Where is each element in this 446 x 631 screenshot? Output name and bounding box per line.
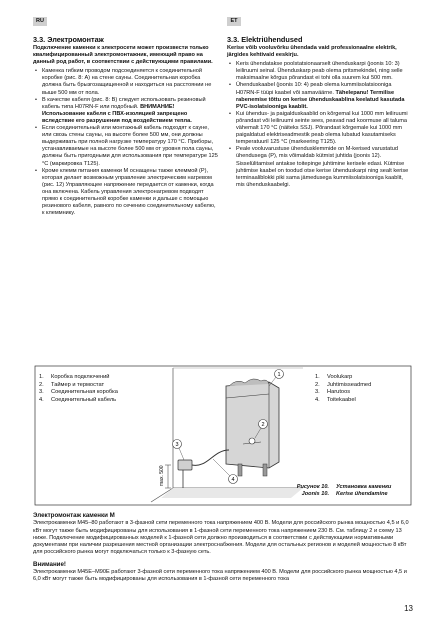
ru-list [33,68,219,217]
bottom-paragraph-1: Электрокаменки M45–80 работают в 3-фазной сети переменного тока напряжением 400 В. Модели для российского рынка мощностью 4,5 и 6,0 кВт могут также быть модифицированы для использования в 1-фазной сети переменного тока напряжением 230 В. См. таблицу 2 и схему 13 ниже. Подключение модифицированных моделей к 1-фазной сети должно производиться в соответствии с действующими нормативными документами при наличии разрешения местной организации электроснабжения. Модели для остальных регионов и моделей мощностью 8 кВт для российского рынка могут подключаться только к 3-фазную сеть. [33,520,409,556]
et-item-4 [236,146,413,189]
caption-et-label: Joonis 10. [301,490,329,497]
caption-ru-text: Установка каменки [336,484,392,490]
legend-et [315,374,371,404]
ru-item-1-text: Каменка гибким проводом подсоединяется к соединительной коробке (рис. 8: A) на стене сауны. Соединительная коробка должна быть брызгозащищенной и находиться на расстоянии не выше 500 мм от пола. [42,68,212,96]
legend-ru-text-1: Коробка подключений [51,374,110,380]
caption-ru-label: Рисунок 10. [296,484,329,490]
et-item-1-text: Keris ühendatakse poolstatsionaarselt ühenduskarpi (joonis 10: 3) leiliruumi seinal. Ühenduskarp peab olema pritsmekindel, ning selle maksimaalne kõrgus põrandast ei tohi olla suurem kui 500 mm. [236,61,403,82]
legend-ru-item-2: 2. Таймер и термостат [39,381,105,388]
bottom-warning-heading: Внимание! [33,560,66,568]
ru-item-3-text: Если соединительный или монтажный кабель подходят к сауне, или свозь стены сауны, на высоте более 500 мм, они должны выдерживать при полной нагрузке температуру 170 °С. Приборы, устанавливаемые на высоте более 500 мм от уровня пола сауны, должны быть пригодными для использования при температуре 125 °С (маркировка T125). [42,125,218,167]
ru-item-2-text: В качестве кабеля (рис. 8: B) следует использовать резиновый кабель типа H07RN-F или подобный. [42,96,206,110]
heater-body [226,382,279,468]
caption-et-text: Kerise ühendamine [336,490,388,497]
et-item-3 [236,111,413,146]
callout-3: 3 [175,442,179,448]
heater-leg-left [238,464,242,476]
legend-et-text-4: Toitekaabel [327,396,356,403]
et-item-2-text: Ühenduskaabel (joonis 10: 4) peab olema kummiisolatsiooniga H07RN-F tüüpi kaabel või samaväärne. [236,82,392,96]
callout-2: 2 [261,422,265,428]
dimension-label: max. 500 [159,465,165,486]
legend-ru-item-4: 4. Соединительный кабель [39,396,117,403]
ru-item-1 [42,68,219,96]
et-item-1 [236,61,413,82]
legend-et-text-1: Voolukarp [327,374,353,380]
legend-ru-text-2: Таймер и термостат [51,381,105,388]
legend-et-item-1: 1. Voolukarp [315,374,353,380]
connection-cable [192,450,229,465]
page-number: 13 [404,604,413,613]
legend-ru [39,374,118,404]
et-item-2 [236,82,413,110]
junction-box [178,460,192,470]
bottom-paragraph-2: Электрокаменки M45E–M90E работают 3-фазной сети переменного тока напряжением 400 В. Модели для российского рынка мощностью 4,5 и 6,0 кВт могут также быть модифицированы для использования в 1-фазной сети переменного тока [33,569,407,583]
legend-ru-item-3: 3. Соединительная коробка [39,389,118,396]
figure-labels [289,484,329,498]
legend-et-item-2: 2. Juhtimisseadmed [315,381,372,388]
ru-item-4 [42,168,219,218]
legend-ru-item-1: 1. Коробка подключений [39,374,110,380]
et-item-4-text: Peale vooluvarustuse ühendusklemmide on M-kerised varustatud ühendusega (P), mis võimaldab kütmist juhtida (joonis 12). Sisselülitamisel antakse toitepinge juhtimine kerisele edasi. Kütmise juhtimise kaabel on toodud otse kerise ühenduskarpi ning sealt kerise terminaaliblokki piki sama jämedusega kummiisolatsiooniga kaablit, mis ühenduskaabelgi. [236,146,409,188]
et-list [227,61,413,189]
legend-et-item-3: 3. Harutoos [315,389,351,396]
control-knob [249,438,255,444]
legend-et-text-2: Juhtimisseadmed [327,381,372,388]
ru-item-4-text: Кроме клемм питания каменки M оснащены также клеммой (P), которая делает возможным управление электрическим нагревом (рис. 12) Управляющее напряжение передается от каменки, когда она включена. Кабель управления электронагревом подводят прямо к соединительной коробке каменки и дальше с помощью резинового кабеля, равного по сечению соединительному кабелю, к клеммнику. [42,167,216,217]
et-item-3-text: Kui ühendus- ja paigalduskaablid on kõrgemal kui 1000 mm leiliruumi põrandast või leiliruumi seinte sees, peavad nad koormuse all taluma vähemalt 170 °C (näiteks SSJ). Põrandast kõrgemale kui 1000 mm paigaldatud elektriseadmestik peab olema lubatud kasutamiseks temperatuuril 125 °C (markeering T125). [236,110,408,146]
language-tag-ru: RU [33,17,47,26]
et-section-heading: 3.3. Elektriühendused [227,35,303,44]
ru-item-3 [42,125,219,168]
floor-surface [161,488,303,498]
legend-ru-text-3: Соединительная коробка [51,389,118,396]
et-warning: Tähelepanu! Termilise rabenemise tõttu on kerise ühenduskaablina keelatud kasutada PVC-isolatsiooniga kaablit. [236,89,405,110]
callout-1: 1 [277,372,281,378]
ru-item-2 [42,97,219,125]
ru-lead: Подключение каменки к электросети может произвести только квалифицированный электромонтажник, имеющий право на данный род работ, в соответствии с действующими правилами. [33,45,213,66]
ru-section-heading: 3.3. Электромонтаж [33,35,104,44]
et-column [227,36,413,189]
bottom-section [33,512,413,584]
figure-10 [33,364,413,507]
figure-captions [336,484,391,498]
bottom-heading: Электромонтаж каменки M [33,512,115,519]
callout-4: 4 [231,477,235,483]
legend-et-item-4: 4. Toitekaabel [315,396,356,403]
legend-ru-text-4: Соединительный кабель [51,396,117,403]
heater-leg-right [263,464,267,476]
ru-warning: ВНИМАНИЕ! Использование кабеля с ПВХ-изоляцией запрещено вследствие его разрушения под воздействием тепла. [42,103,192,124]
ru-column [33,36,219,217]
legend-et-text-3: Harutoos [327,389,351,396]
et-lead: Kerise võib vooluvõrku ühendada vaid professionaalne elektrik, järgides kehtivaid eeskirju. [227,45,397,59]
callout-3-leader [179,448,184,460]
language-tag-et: ET [227,17,241,26]
